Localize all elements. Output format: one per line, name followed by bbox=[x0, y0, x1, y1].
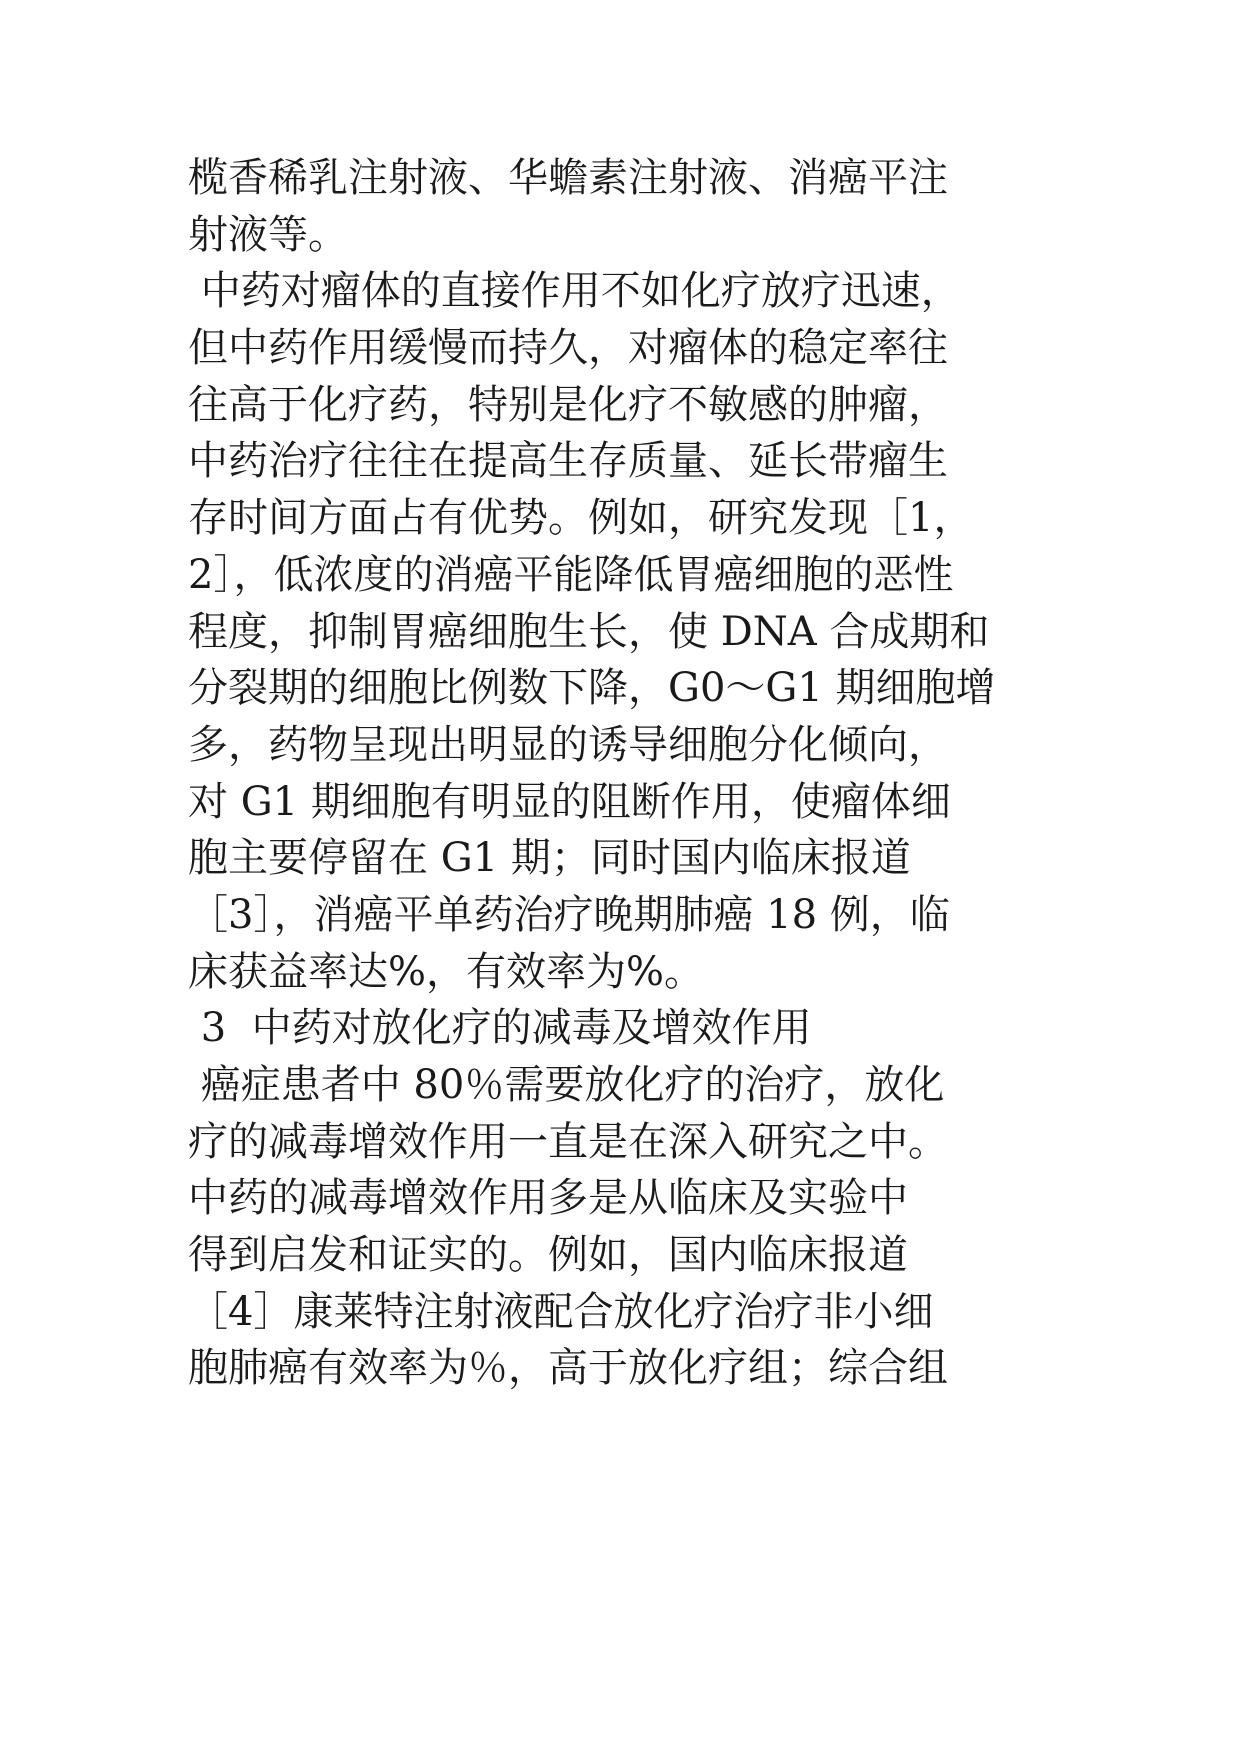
section-heading: 3 中药对放化疗的减毒及增效作用 bbox=[188, 1005, 812, 1052]
text-line: 程度，抑制胃癌细胞生长，使 DNA 合成期和 bbox=[188, 608, 990, 655]
text-line: 胞主要停留在 G1 期；同时国内临床报道 bbox=[188, 835, 911, 882]
text-line: 胞肺癌有效率为％，高于放化疗组；综合组 bbox=[188, 1345, 948, 1392]
text-line: 中药治疗往往在提高生存质量、延长带瘤生 bbox=[188, 438, 948, 485]
text-line: ［3］，消癌平单药治疗晚期肺癌 18 例，临 bbox=[188, 891, 950, 938]
text-line: 射液等。 bbox=[188, 211, 348, 258]
text-line: 往高于化疗药，特别是化疗不敏感的肿瘤， bbox=[188, 381, 948, 428]
text-line: 榄香稀乳注射液、华蟾素注射液、消癌平注 bbox=[188, 155, 948, 201]
text-line: 对 G1 期细胞有明显的阻断作用，使瘤体细 bbox=[188, 778, 951, 825]
body-text bbox=[188, 150, 1088, 1397]
text-line: 疗的减毒增效作用一直是在深入研究之中。 bbox=[188, 1118, 948, 1165]
text-line: 但中药作用缓慢而持久，对瘤体的稳定率往 bbox=[188, 325, 948, 372]
text-line: ［4］康莱特注射液配合放化疗治疗非小细 bbox=[188, 1288, 934, 1335]
text-line: 存时间方面占有优势。例如，研究发现［1， bbox=[188, 495, 974, 542]
text-line: 癌症患者中 80％需要放化疗的治疗，放化 bbox=[188, 1062, 945, 1108]
text-line: 2］，低浓度的消癌平能降低胃癌细胞的恶性 bbox=[188, 551, 954, 598]
text-line: 多，药物呈现出明显的诱导细胞分化倾向， bbox=[188, 721, 948, 768]
text-line: 得到启发和证实的。例如，国内临床报道 bbox=[188, 1232, 908, 1279]
text-line: 中药对瘤体的直接作用不如化疗放疗迅速， bbox=[188, 268, 961, 315]
text-line: 中药的减毒增效作用多是从临床及实验中 bbox=[188, 1175, 908, 1222]
text-line: 床获益率达%，有效率为%。 bbox=[188, 948, 705, 995]
text-line: 分裂期的细胞比例数下降，G0～G1 期细胞增 bbox=[188, 665, 996, 712]
